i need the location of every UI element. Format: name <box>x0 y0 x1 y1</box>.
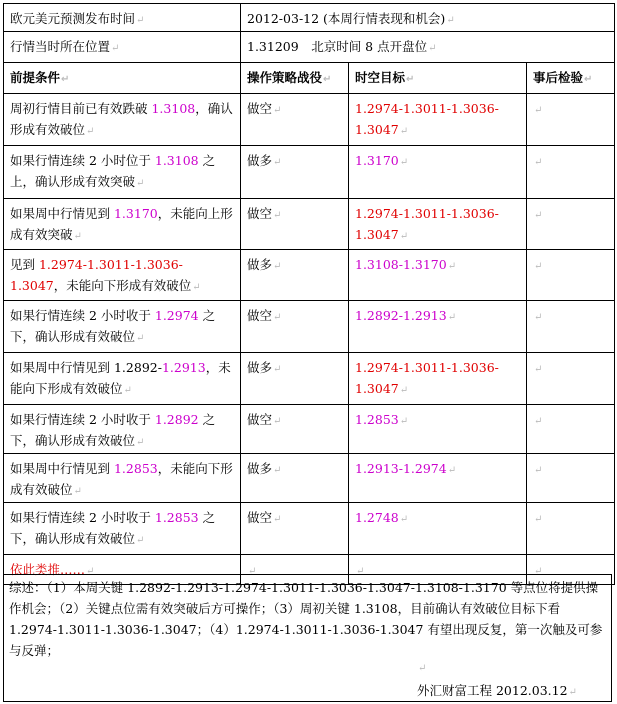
empty-cell: ↵ <box>349 555 527 585</box>
title-value-cell: 2012-03-12 (本周行情表现和机会)↵ <box>241 4 615 32</box>
title-value: 2012-03-12 (本周行情表现和机会) <box>247 11 446 26</box>
target-cell: 1.2974-1.3011-1.3036-1.3047↵ <box>349 353 527 405</box>
empty-cell: ↵ <box>241 555 349 585</box>
last-row-text: 依此类推…… <box>10 562 86 577</box>
table-row <box>4 250 615 301</box>
condition-text: 之上，确认形成有效突破 <box>10 153 216 189</box>
header-condition: 前提条件↵ <box>4 63 241 94</box>
target-cell: 1.3108-1.3170↵ <box>349 250 527 301</box>
condition-text: 如果行情连续 2 小时收于 <box>10 510 155 525</box>
summary-signature: 外汇财富工程 2012.03.12↵ <box>417 683 577 698</box>
strategy-cell: 做空↵ <box>241 405 349 454</box>
condition-text: ，未能向下形成有效破位 <box>10 360 231 396</box>
strategy-text: 做空 <box>247 101 273 116</box>
table-row <box>4 146 615 199</box>
table-row <box>4 503 615 555</box>
strategy-cell: 做多↵ <box>241 146 349 199</box>
review-cell: ↵ <box>527 405 615 454</box>
condition-cell: 周初行情目前已有效跌破 1.3108，确认形成有效破位↵ <box>4 94 241 146</box>
table-row <box>4 353 615 405</box>
condition-text: 之下，确认形成有效破位 <box>10 510 216 546</box>
condition-text: 如果周中行情见到 <box>10 360 114 375</box>
last-row-cell: 依此类推……↵ <box>4 555 241 585</box>
strategy-text: 做空 <box>247 206 273 221</box>
target-cell: 1.2913-1.2974↵ <box>349 454 527 503</box>
target-cell: 1.2974-1.3011-1.3036-1.3047↵ <box>349 199 527 250</box>
condition-cell: 如果周中行情见到 1.2853，未能向下形成有效破位↵ <box>4 454 241 503</box>
strategy-text: 做空 <box>247 412 273 427</box>
table-row <box>4 199 615 250</box>
position-label-cell: 行情当时所在位置↵ <box>4 32 241 63</box>
condition-value: 1.2974-1.3011-1.3036-1.3047 <box>10 257 183 293</box>
condition-cell: 如果行情连续 2 小时收于 1.2974 之下，确认形成有效破位↵ <box>4 301 241 353</box>
strategy-cell: 做空↵ <box>241 503 349 555</box>
strategy-cell: 做多↵ <box>241 353 349 405</box>
strategy-text: 做多 <box>247 257 273 272</box>
strategy-cell: 做空↵ <box>241 301 349 353</box>
target-cell: 1.2974-1.3011-1.3036-1.3047↵ <box>349 94 527 146</box>
strategy-text: 做空 <box>247 308 273 323</box>
position-value-cell: 1.31209 北京时间 8 点开盘位↵ <box>241 32 615 63</box>
condition-cell: 如果周中行情见到 1.2892-1.2913，未能向下形成有效破位↵ <box>4 353 241 405</box>
header-review: 事后检验↵ <box>527 63 615 94</box>
position-value: 1.31209 北京时间 8 点开盘位 <box>247 39 428 54</box>
review-cell: ↵ <box>527 250 615 301</box>
review-cell: ↵ <box>527 503 615 555</box>
condition-text: 如果行情连续 2 小时收于 <box>10 308 155 323</box>
condition-value: 1.2853 <box>113 461 158 476</box>
target-value: 1.2974-1.3011-1.3036-1.3047 <box>355 206 499 242</box>
condition-cell: 见到 1.2974-1.3011-1.3036-1.3047，未能向下形成有效破位↵ <box>4 250 241 301</box>
strategy-cell: 做空↵ <box>241 199 349 250</box>
condition-cell: 如果周中行情见到 1.3170，未能向上形成有效突破↵ <box>4 199 241 250</box>
condition-text: 之下，确认形成有效破位 <box>10 308 216 344</box>
target-value: 1.2853 <box>355 412 399 427</box>
title-label: 欧元美元预测发布时间 <box>10 11 136 26</box>
target-value: 1.2748 <box>355 510 399 525</box>
condition-text: 见到 <box>10 257 39 272</box>
condition-text: 如果周中行情见到 <box>10 206 114 221</box>
condition-value: 1.2974 <box>154 308 199 323</box>
table-row <box>4 94 615 146</box>
target-value: 1.3108-1.3170 <box>355 257 447 272</box>
condition-text: 如果行情连续 2 小时收于 <box>10 412 155 427</box>
table-row <box>4 301 615 353</box>
table-row <box>4 405 615 454</box>
header-strategy: 操作策略战役↵ <box>241 63 349 94</box>
target-cell: 1.3170↵ <box>349 146 527 199</box>
target-cell: 1.2748↵ <box>349 503 527 555</box>
review-cell: ↵ <box>527 146 615 199</box>
strategy-text: 做多 <box>247 153 273 168</box>
target-value: 1.2974-1.3011-1.3036-1.3047 <box>355 101 499 137</box>
condition-text: ，未能向上形成有效突破 <box>10 206 233 242</box>
condition-value: 1.3170 <box>113 206 158 221</box>
position-row <box>4 32 615 63</box>
strategy-text: 做多 <box>247 461 273 476</box>
condition-text: 之下，确认形成有效破位 <box>10 412 216 448</box>
review-cell: ↵ <box>527 199 615 250</box>
summary-box <box>3 574 612 702</box>
condition-text: ，确认形成有效破位 <box>10 101 233 137</box>
title-row <box>4 4 615 32</box>
strategy-cell: 做多↵ <box>241 250 349 301</box>
strategy-cell: 做空↵ <box>241 94 349 146</box>
condition-value: 1.3108 <box>154 153 199 168</box>
condition-text: ，未能向下形成有效破位 <box>53 278 192 293</box>
review-cell: ↵ <box>527 454 615 503</box>
condition-text: ，未能向下形成有效破位 <box>10 461 233 497</box>
condition-value: 1.2892- <box>113 360 162 375</box>
summary-blank-line: ↵ <box>418 663 427 674</box>
strategy-cell: 做多↵ <box>241 454 349 503</box>
condition-cell: 如果行情连续 2 小时位于 1.3108 之上，确认形成有效突破↵ <box>4 146 241 199</box>
review-cell: ↵ <box>527 301 615 353</box>
header-row <box>4 63 615 94</box>
header-target: 时空目标↵ <box>349 63 527 94</box>
target-value: 1.3170 <box>355 153 399 168</box>
condition-text: 如果周中行情见到 <box>10 461 114 476</box>
condition-text: 周初行情目前已有效跌破 <box>10 101 152 116</box>
empty-cell: ↵ <box>527 555 615 585</box>
table-row <box>4 454 615 503</box>
condition-value: 1.2892 <box>154 412 199 427</box>
condition-value: 1.2853 <box>154 510 199 525</box>
forecast-table <box>3 3 615 585</box>
position-label: 行情当时所在位置 <box>10 39 111 54</box>
strategy-text: 做空 <box>247 510 273 525</box>
target-cell: 1.2892-1.2913↵ <box>349 301 527 353</box>
condition-cell: 如果行情连续 2 小时收于 1.2853 之下，确认形成有效破位↵ <box>4 503 241 555</box>
condition-value: 1.2913 <box>161 360 206 375</box>
target-value: 1.2892-1.2913 <box>355 308 447 323</box>
target-cell: 1.2853↵ <box>349 405 527 454</box>
condition-text: 如果行情连续 2 小时位于 <box>10 153 155 168</box>
condition-cell: 如果行情连续 2 小时收于 1.2892 之下，确认形成有效破位↵ <box>4 405 241 454</box>
summary-text: 综述：（1）本周关键 1.2892-1.2913-1.2974-1.3011-1.3036-1.3047-1.3108-1.3170 等点位将提供操作机会；（2）关键点位需有效突破后方可操作；（3）周初关键 1.3108，目前确认有效破位目标下看 1.2974-1.3011-1.3036-1.3047；（4）1.2974-1.3011-1.3036-1.3047 有望出现反复，第一次触及可参与反弹； <box>9 580 603 658</box>
target-value: 1.2913-1.2974 <box>355 461 447 476</box>
condition-value: 1.3108 <box>151 101 196 116</box>
review-cell: ↵ <box>527 353 615 405</box>
target-value: 1.2974-1.3011-1.3036-1.3047 <box>355 360 499 396</box>
review-cell: ↵ <box>527 94 615 146</box>
strategy-text: 做多 <box>247 360 273 375</box>
title-label-cell: 欧元美元预测发布时间↵ <box>4 4 241 32</box>
